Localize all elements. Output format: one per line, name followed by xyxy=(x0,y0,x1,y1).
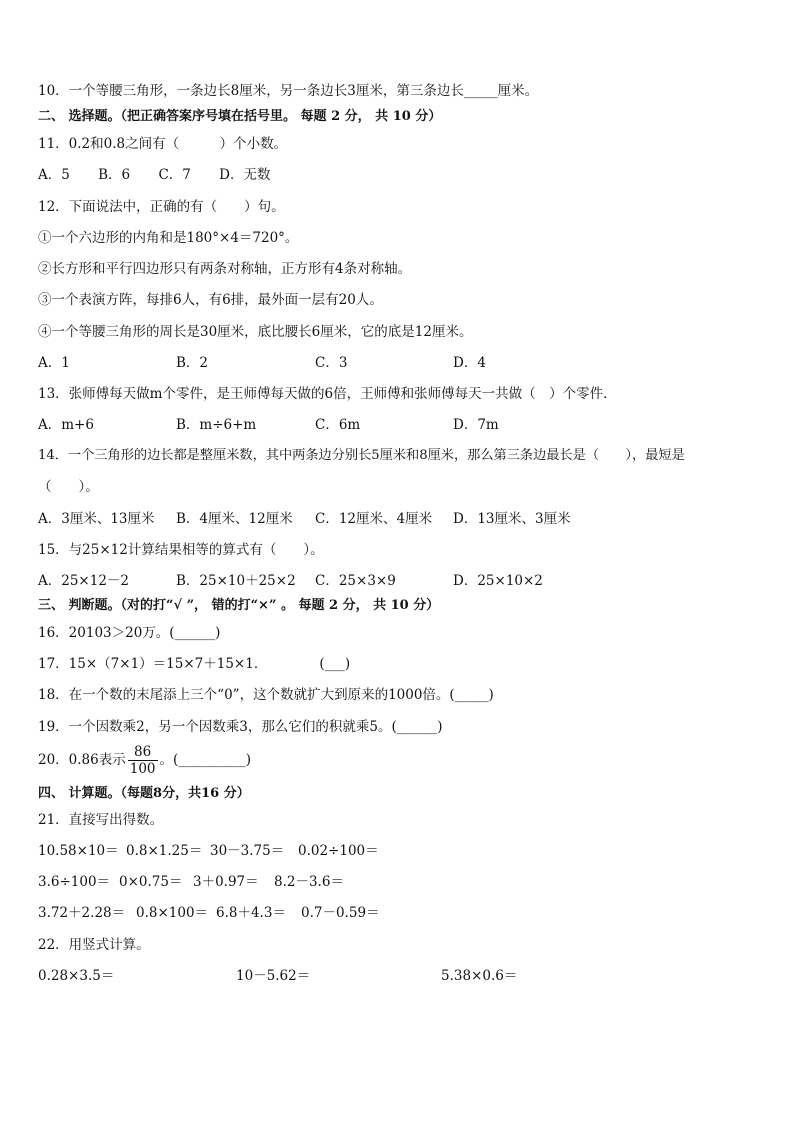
question-11-options xyxy=(38,166,271,184)
vertical-calc-item: 5.38×0.6＝ xyxy=(441,968,518,984)
option-c: C．7 xyxy=(158,167,191,183)
question-13-option-c: C．6m xyxy=(315,417,361,433)
question-20 xyxy=(38,744,251,777)
question-12-statement-1: ①一个六边形的内角和是180°×4＝720°。 xyxy=(38,230,299,246)
question-12-option-c: C．3 xyxy=(315,355,348,371)
calc-item: 8.2－3.6＝ xyxy=(274,874,344,890)
question-15-stem: 15．与25×12计算结果相等的算式有（ ）。 xyxy=(38,542,324,558)
question-14-option-b: B．4厘米、12厘米 xyxy=(176,511,293,527)
question-12-option-d: D．4 xyxy=(453,355,486,371)
calc-item: 3.6÷100＝ xyxy=(38,874,111,890)
question-11-stem: 11．0.2和0.8之间有（ ）个小数。 xyxy=(38,136,288,152)
question-14-option-a: A．3厘米、13厘米 xyxy=(38,511,155,527)
calc-item: 0.8×100＝ xyxy=(136,905,209,921)
question-12-statement-2: ②长方形和平行四边形只有两条对称轴，正方形有4条对称轴。 xyxy=(38,261,412,277)
question-17 xyxy=(38,655,350,673)
fraction-numerator: 86 xyxy=(128,744,158,761)
vertical-calc-item: 10－5.62＝ xyxy=(236,968,311,984)
calc-item: 3＋0.97＝ xyxy=(193,874,259,890)
question-12-option-a: A．1 xyxy=(38,355,70,371)
calc-item: 6.8＋4.3＝ xyxy=(216,905,286,921)
question-20-prefix: 20．0.86表示 xyxy=(38,752,126,768)
calc-item: 0.8×1.25＝ xyxy=(126,843,203,859)
question-14-stem-line1: 14．一个三角形的边长都是整厘米数，其中两条边分别长5厘米和8厘米，那么第三条边最长是（ ），最短是 xyxy=(38,448,685,463)
section-4-heading: 四、 计算题。（每题8分，共16 分） xyxy=(38,786,250,801)
question-12-statement-4: ④一个等腰三角形的周长是30厘米，底比腰长6厘米，它的底是12厘米。 xyxy=(38,324,473,340)
question-20-suffix: 。(__________) xyxy=(159,752,252,768)
calc-item: 30－3.75＝ xyxy=(210,843,285,859)
question-10: 10．一个等腰三角形，一条边长8厘米，另一条边长3厘米，第三条边长_____厘米。 xyxy=(38,83,539,99)
vertical-calc-item: 0.28×3.5＝ xyxy=(38,968,115,984)
question-15-option-d: D．25×10×2 xyxy=(453,573,543,589)
option-d: D．无数 xyxy=(219,167,271,183)
question-12-option-b: B．2 xyxy=(176,355,209,371)
question-19: 19．一个因数乘2，另一个因数乘3，那么它们的积就乘5。(______) xyxy=(38,719,443,735)
calc-item: 3.72＋2.28＝ xyxy=(38,905,126,921)
question-15-option-a: A．25×12－2 xyxy=(38,573,130,589)
question-12-stem: 12．下面说法中，正确的有（ ）句。 xyxy=(38,199,285,215)
question-15-option-b: B．25×10＋25×2 xyxy=(176,573,296,589)
question-13-option-a: A．m+6 xyxy=(38,417,94,433)
option-b: B．6 xyxy=(98,167,131,183)
question-16: 16．20103＞20万。(______) xyxy=(38,625,221,641)
question-18: 18．在一个数的末尾添上三个“0”，这个数就扩大到原来的1000倍。(_____) xyxy=(38,687,494,703)
question-22-stem: 22．用竖式计算。 xyxy=(38,937,150,953)
question-14-stem-line2: （ ）。 xyxy=(38,479,99,495)
question-21-stem: 21．直接写出得数。 xyxy=(38,812,164,828)
question-17-text: 17．15×（7×1）＝15×7＋15×1． xyxy=(38,656,268,672)
option-a: A．5 xyxy=(38,167,70,183)
question-14-option-c: C．12厘米、4厘米 xyxy=(315,511,433,527)
section-2-heading: 二、 选择题。（把正确答案序号填在括号里。 每题 2 分， 共 10 分） xyxy=(38,109,442,124)
calc-item: 0.02÷100＝ xyxy=(298,843,379,859)
calc-item: 0×0.75＝ xyxy=(119,874,183,890)
fraction-denominator: 100 xyxy=(129,761,156,777)
question-12-statement-3: ③一个表演方阵，每排6人，有6排，最外面一层有20人。 xyxy=(38,292,383,308)
fraction xyxy=(128,744,158,777)
question-14-option-d: D．13厘米、3厘米 xyxy=(453,511,571,527)
calc-item: 10.58×10＝ xyxy=(38,843,119,859)
calc-item: 0.7－0.59＝ xyxy=(301,905,380,921)
question-15-option-c: C．25×3×9 xyxy=(315,573,396,589)
section-3-heading: 三、 判断题。（对的打“√ ”， 错的打“×” 。 每题 2 分， 共 10 分） xyxy=(38,598,440,613)
question-13-option-b: B．m÷6+m xyxy=(176,417,257,433)
question-13-option-d: D．7m xyxy=(453,417,499,433)
question-13-stem: 13．张师傅每天做m个零件，是王师傅每天做的6倍，王师傅和张师傅每天一共做（ ）个零件． xyxy=(38,386,617,402)
question-17-blank: (___) xyxy=(319,656,351,672)
